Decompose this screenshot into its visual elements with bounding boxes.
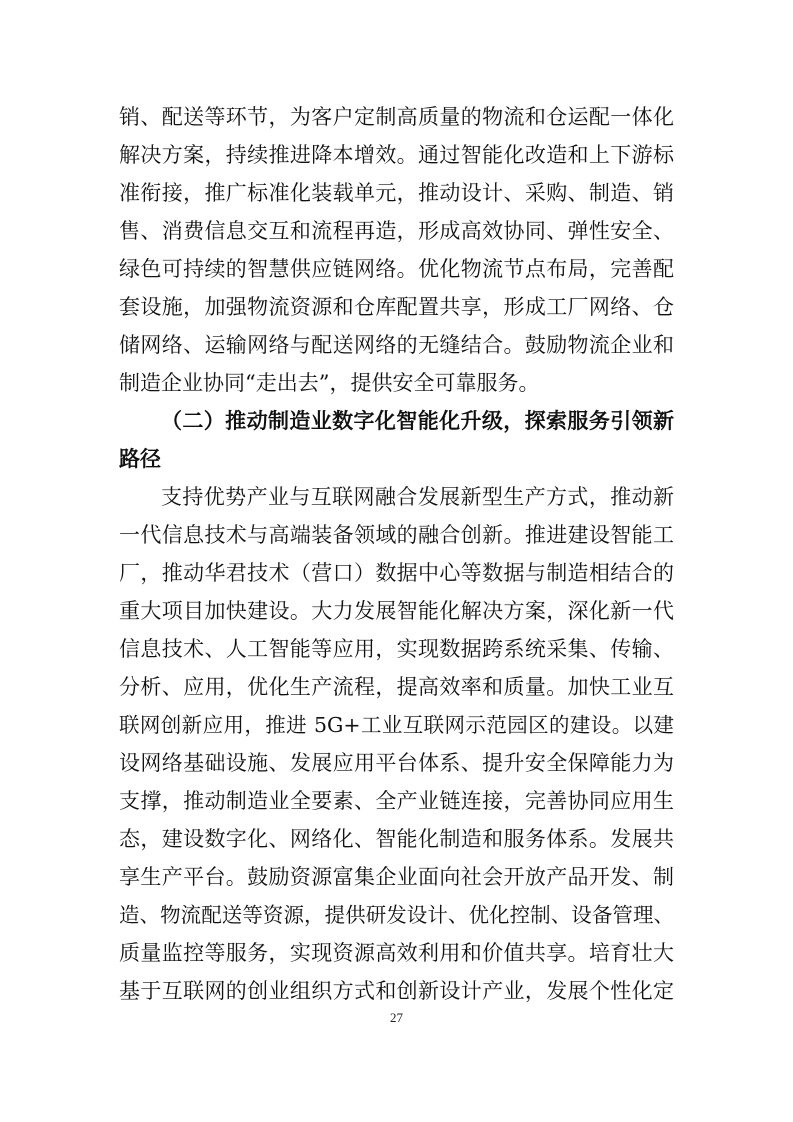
page-number: 27: [390, 1010, 403, 1025]
text-line: 套设施，加强物流资源和仓库配置共享，形成工厂网络、仓: [119, 295, 674, 319]
text-line: 一代信息技术与高端装备领域的融合创新。推进建设智能工: [119, 523, 674, 547]
text-line: 厂，推动华君技术（营口）数据中心等数据与制造相结合的: [119, 561, 674, 585]
text-line: 重大项目加快建设。大力发展智能化解决方案，深化新一代: [119, 599, 674, 623]
text-line: 储网络、运输网络与配送网络的无缝结合。鼓励物流企业和: [119, 333, 674, 357]
text-line: 设网络基础设施、发展应用平台体系、提升安全保障能力为: [119, 751, 674, 775]
section-heading-continued: 路径: [119, 447, 161, 471]
text-line: 绿色可持续的智慧供应链网络。优化物流节点布局，完善配: [119, 257, 674, 281]
text-line: 准衔接，推广标准化装载单元，推动设计、采购、制造、销: [119, 181, 674, 205]
text-line: 享生产平台。鼓励资源富集企业面向社会开放产品开发、制: [119, 865, 674, 889]
text-line: 售、消费信息交互和流程再造，形成高效协同、弹性安全、: [119, 219, 674, 243]
text-line: 质量监控等服务，实现资源高效利用和价值共享。培育壮大: [119, 941, 674, 965]
text-line: 造、物流配送等资源，提供研发设计、优化控制、设备管理、: [119, 903, 674, 927]
text-line: 信息技术、人工智能等应用，实现数据跨系统采集、传输、: [119, 637, 674, 661]
text-line: 制造企业协同“走出去”，提供安全可靠服务。: [119, 371, 540, 395]
text-line: 分析、应用，优化生产流程，提高效率和质量。加快工业互: [119, 675, 674, 699]
text-line: 支撑，推动制造业全要素、全产业链连接，完善协同应用生: [119, 789, 674, 813]
text-line: 支持优势产业与互联网融合发展新型生产方式，推动新: [161, 485, 674, 509]
section-heading: （二）推动制造业数字化智能化升级，探索服务引领新: [161, 409, 674, 433]
text-line: 解决方案，持续推进降本增效。通过智能化改造和上下游标: [119, 143, 674, 167]
text-line: 基于互联网的创业组织方式和创新设计产业，发展个性化定: [119, 979, 674, 1003]
text-line: 态，建设数字化、网络化、智能化制造和服务体系。发展共: [119, 827, 674, 851]
text-line: 销、配送等环节，为客户定制高质量的物流和仓运配一体化: [119, 105, 674, 129]
text-line: 联网创新应用，推进 5G+工业互联网示范园区的建设。以建: [119, 713, 674, 737]
